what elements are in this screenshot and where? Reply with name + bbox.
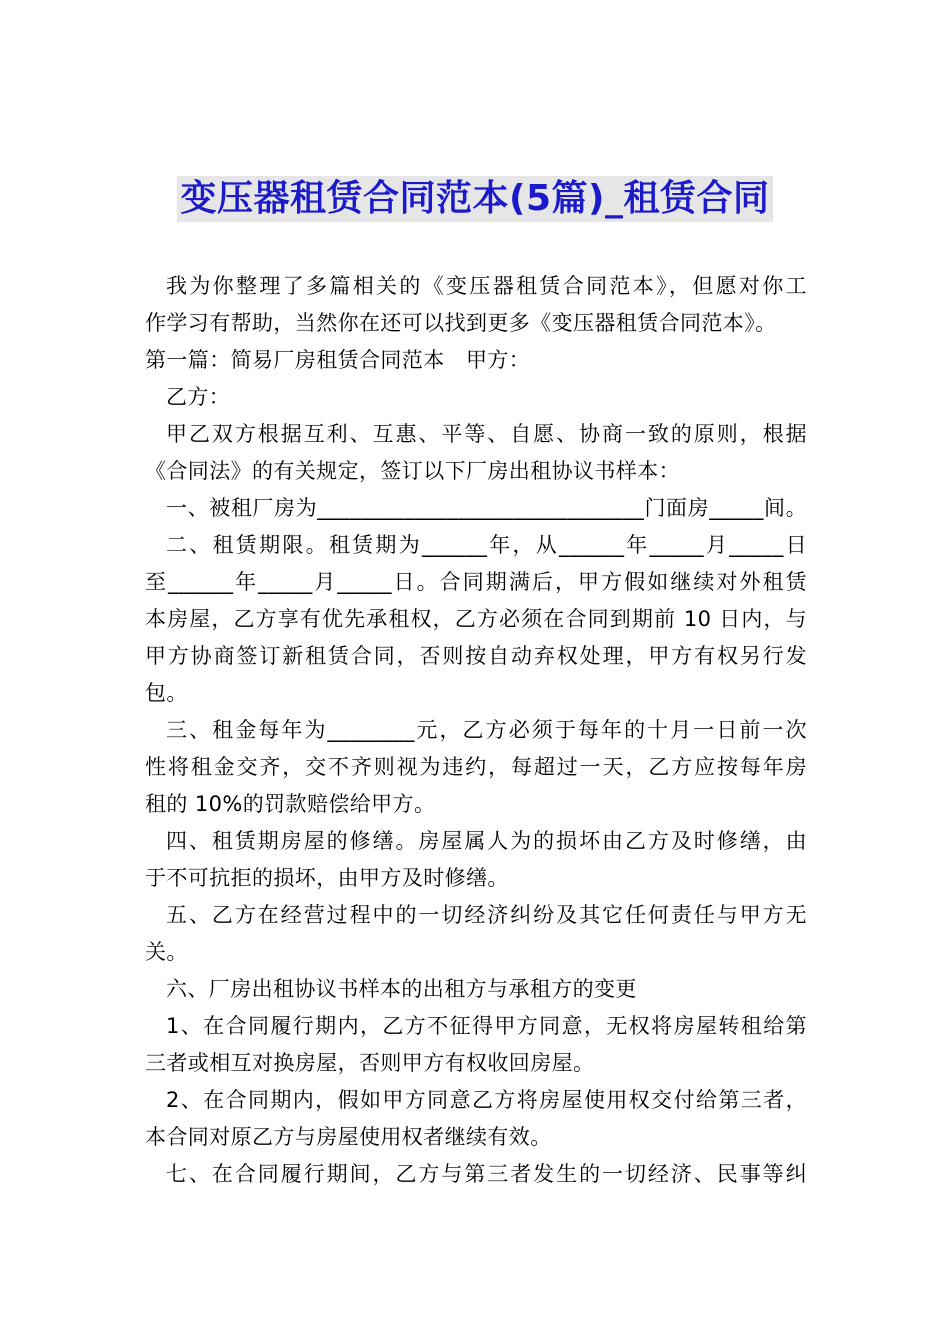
document-body [145,268,807,1193]
body-line: 三者或相互对换房屋，否则甲方有权收回房屋。 [145,1051,595,1075]
body-line: 租的 10%的罚款赔偿给甲方。 [145,792,436,816]
title-container [0,176,950,222]
body-line: 七、在合同履行期间，乙方与第三者发生的一切经济、民事等纠 [166,1162,807,1186]
body-line: 三、租金每年为________元，乙方必须于每年的十月一日前一次 [166,718,807,742]
body-line: 四、租赁期房屋的修缮。房屋属人为的损坏由乙方及时修缮，由 [166,829,807,853]
body-line: 本合同对原乙方与房屋使用权者继续有效。 [145,1125,552,1149]
body-line: 作学习有帮助，当然你在还可以找到更多《变压器租赁合同范本》。 [145,311,777,335]
body-line: 甲乙双方根据互利、互惠、平等、自愿、协商一致的原则，根据 [166,422,807,446]
body-line: 第一篇：简易厂房租赁合同范本 甲方： [145,348,531,372]
body-line: 关。 [145,940,188,964]
body-line: 1、在合同履行期内，乙方不征得甲方同意，无权将房屋转租给第 [166,1014,807,1038]
body-line: 于不可抗拒的损坏，由甲方及时修缮。 [145,866,509,890]
body-line: 六、厂房出租协议书样本的出租方与承租方的变更 [166,977,637,1001]
body-line: 包。 [145,681,188,705]
body-line: 本房屋，乙方享有优先承租权，乙方必须在合同到期前 10 日内，与 [145,607,807,631]
body-line: 甲方协商签订新租赁合同，否则按自动弃权处理，甲方有权另行发 [145,644,807,668]
body-line: 乙方： [166,385,231,409]
body-line: 二、租赁期限。租赁期为______年，从______年_____月_____日 [166,533,807,557]
body-line: 我为你整理了多篇相关的《变压器租赁合同范本》，但愿对你工 [166,274,807,298]
body-line: 性将租金交齐，交不齐则视为违约，每超过一天，乙方应按每年房 [145,755,807,779]
body-line: 五、乙方在经营过程中的一切经济纠纷及其它任何责任与甲方无 [166,903,807,927]
body-line: 2、在合同期内，假如甲方同意乙方将房屋使用权交付给第三者， [166,1088,807,1112]
body-line: 至______年_____月_____日。合同期满后，甲方假如继续对外租赁 [145,570,807,594]
body-line: 一、被租厂房为______________________________门面房_____间。 [166,496,807,520]
body-line: 《合同法》的有关规定，签订以下厂房出租协议书样本： [145,459,680,483]
document-title: 变压器租赁合同范本(5篇)_租赁合同 [177,176,774,222]
